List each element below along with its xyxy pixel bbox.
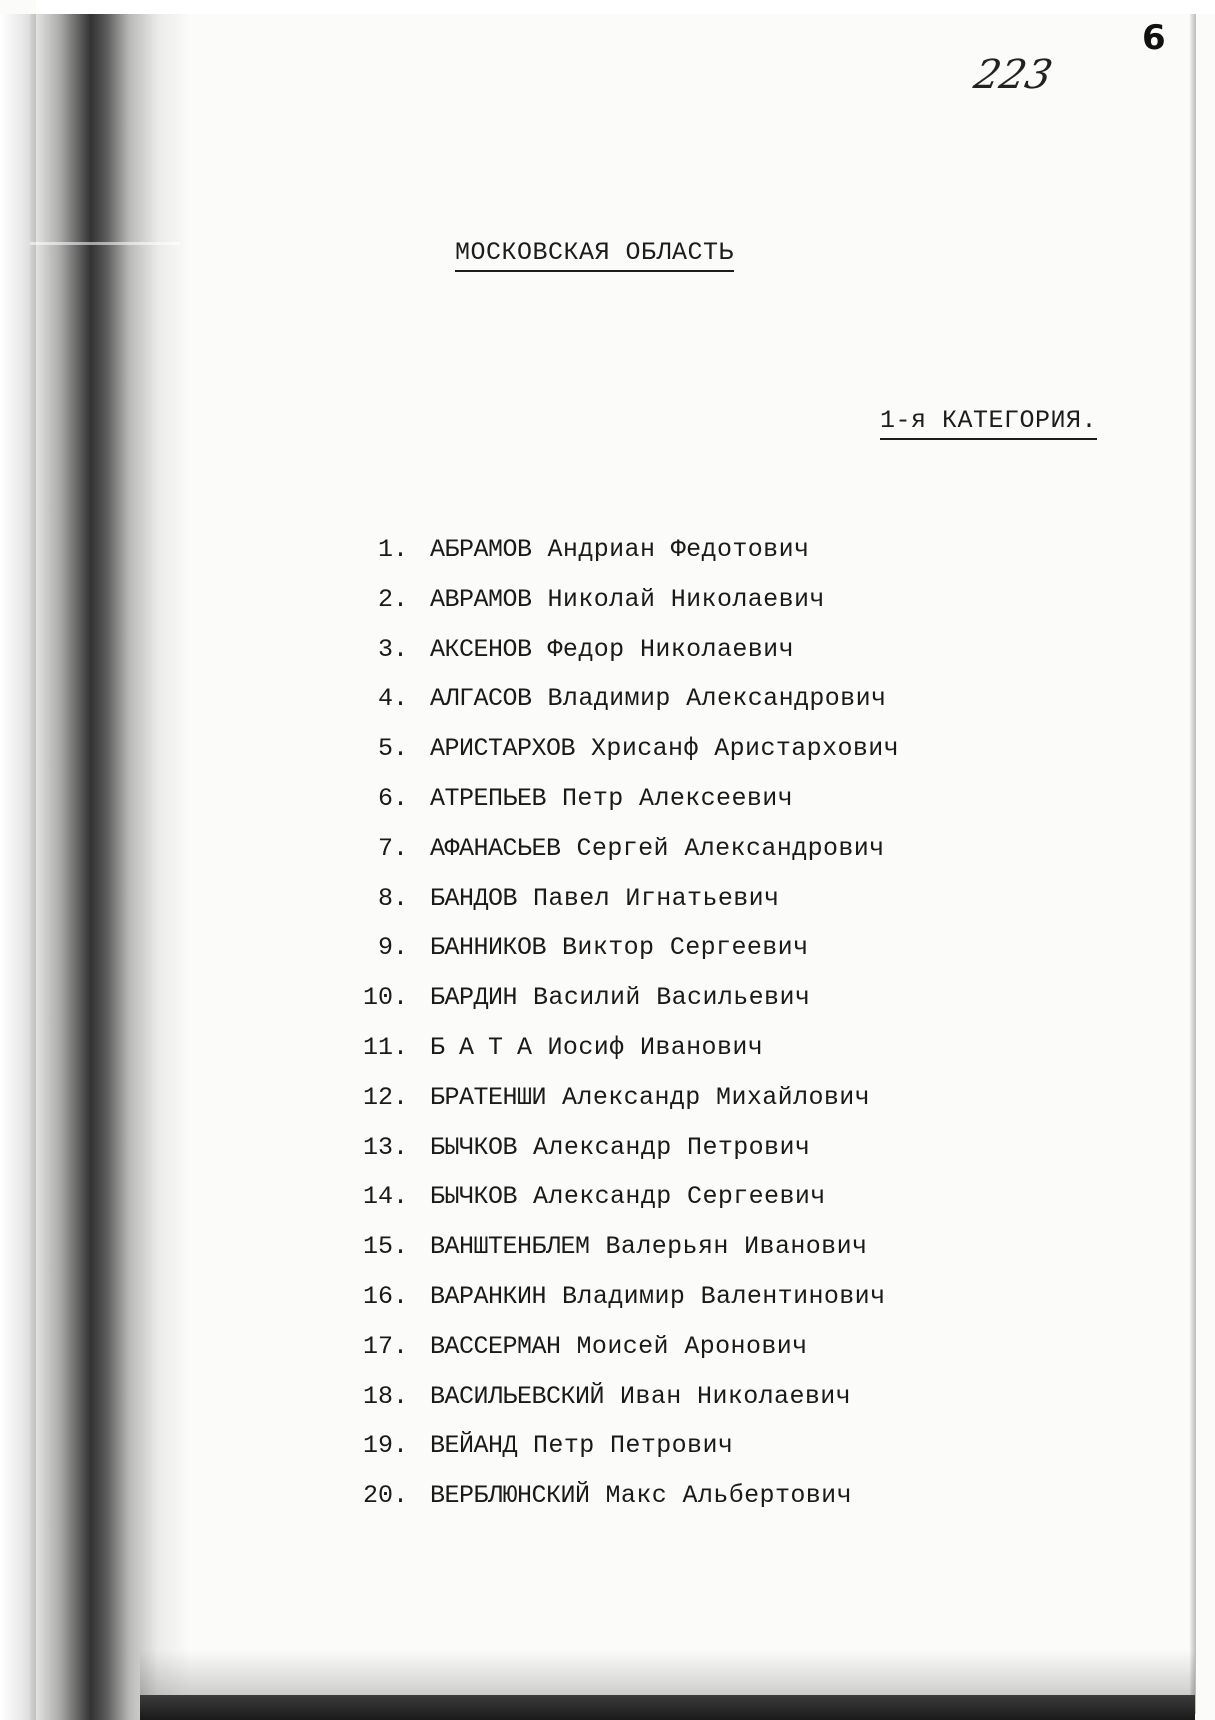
entry-number: 19. — [362, 1431, 408, 1461]
entry-given-names: Федор Николаевич — [547, 634, 794, 664]
entry-number: 18. — [362, 1381, 408, 1411]
list-item — [340, 834, 1100, 884]
entry-surname: АКСЕНОВ — [430, 634, 532, 664]
entry-given-names: Александр Петрович — [533, 1132, 811, 1162]
entry-number: 5. — [377, 734, 408, 764]
entry-number: 11. — [362, 1032, 408, 1062]
list-item — [340, 1083, 1100, 1133]
entry-number: 8. — [377, 883, 408, 913]
category-title: 1-я КАТЕГОРИЯ. — [880, 406, 1097, 440]
entry-given-names: Моисей Аронович — [576, 1331, 808, 1361]
list-item — [340, 983, 1100, 1033]
list-item — [340, 1332, 1100, 1382]
entry-given-names: Василий Васильевич — [533, 983, 811, 1013]
list-item — [340, 1232, 1100, 1282]
entry-number: 10. — [362, 983, 408, 1013]
entry-surname: ВАРАНКИН — [430, 1281, 547, 1311]
binding-shadow — [30, 14, 190, 1720]
entry-given-names: Владимир Валентинович — [562, 1281, 886, 1311]
bottom-shadow — [140, 1650, 1195, 1695]
entry-surname: АТРЕПЬЕВ — [430, 783, 547, 813]
entry-number: 20. — [362, 1481, 408, 1511]
list-item — [340, 1481, 1100, 1531]
entry-surname: БАННИКОВ — [430, 933, 547, 963]
entry-surname: АБРАМОВ — [430, 535, 532, 564]
entry-surname: Б А Т А — [430, 1032, 532, 1062]
entry-given-names: Иосиф Иванович — [547, 1032, 764, 1062]
folio-stamp: 6 — [1142, 18, 1166, 58]
scan-bottom-bar — [140, 1695, 1195, 1720]
entry-given-names: Валерьян Иванович — [605, 1232, 868, 1262]
entry-number: 13. — [362, 1132, 408, 1162]
entry-given-names: Петр Петрович — [533, 1431, 734, 1461]
list-item — [340, 784, 1100, 834]
entry-given-names: Николай Николаевич — [547, 584, 825, 614]
entry-number: 7. — [377, 833, 408, 863]
entry-surname: ВЕЙАНД — [430, 1431, 518, 1461]
entry-number: 3. — [377, 634, 408, 664]
entry-surname: ВАНШТЕНБЛЕМ — [430, 1232, 590, 1262]
entry-given-names: Александр Михайлович — [562, 1082, 871, 1112]
entry-number: 4. — [377, 684, 408, 714]
entry-surname: БРАТЕНШИ — [430, 1082, 547, 1112]
entry-given-names: Макс Альбертович — [605, 1481, 852, 1511]
page-right-edge — [1190, 14, 1196, 1714]
entry-given-names: Петр Алексеевич — [562, 783, 794, 813]
entry-surname: ВАССЕРМАН — [430, 1331, 561, 1361]
list-item — [340, 884, 1100, 934]
list-item — [340, 933, 1100, 983]
entry-given-names: Виктор Сергеевич — [562, 933, 809, 963]
names-list — [340, 535, 1100, 1531]
entry-surname: БАРДИН — [430, 983, 518, 1013]
entry-number: 1. — [377, 535, 408, 564]
entry-given-names: Иван Николаевич — [620, 1381, 852, 1411]
entry-surname: АВРАМОВ — [430, 584, 532, 614]
entry-surname: ВАСИЛЬЕВСКИЙ — [430, 1381, 605, 1411]
list-item — [340, 1182, 1100, 1232]
entry-number: 9. — [377, 933, 408, 963]
list-item — [340, 1133, 1100, 1183]
list-item — [340, 1282, 1100, 1332]
entry-surname: АРИСТАРХОВ — [430, 734, 576, 764]
entry-surname: АЛГАСОВ — [430, 684, 532, 714]
list-item — [340, 585, 1100, 635]
list-item — [340, 1033, 1100, 1083]
entry-given-names: Владимир Александрович — [547, 684, 887, 714]
entry-surname: АФАНАСЬЕВ — [430, 833, 561, 863]
entry-number: 12. — [362, 1082, 408, 1112]
list-item — [340, 734, 1100, 784]
entry-given-names: Павел Игнатьевич — [533, 883, 780, 913]
entry-surname: БЫЧКОВ — [430, 1132, 518, 1162]
entry-number: 17. — [362, 1331, 408, 1361]
entry-number: 6. — [377, 783, 408, 813]
entry-given-names: Сергей Александрович — [576, 833, 885, 863]
entry-surname: БАНДОВ — [430, 883, 518, 913]
list-item — [340, 1382, 1100, 1432]
list-item — [340, 684, 1100, 734]
entry-number: 2. — [377, 584, 408, 614]
entry-number: 14. — [362, 1182, 408, 1212]
binding-line — [30, 242, 180, 245]
entry-given-names: Хрисанф Аристархович — [591, 734, 900, 764]
entry-surname: ВЕРБЛЮНСКИЙ — [430, 1481, 590, 1511]
list-item — [340, 635, 1100, 685]
entry-number: 15. — [362, 1232, 408, 1262]
folio-handwritten: 223 — [970, 52, 1057, 98]
entry-number: 16. — [362, 1281, 408, 1311]
entry-surname: БЫЧКОВ — [430, 1182, 518, 1212]
entry-given-names: Александр Сергеевич — [533, 1182, 826, 1212]
list-item — [340, 1431, 1100, 1481]
scan-top-margin — [36, 0, 1215, 14]
list-item — [340, 535, 1100, 585]
entry-given-names: Андриан Федотович — [547, 535, 810, 564]
region-title: МОСКОВСКАЯ ОБЛАСТЬ — [455, 238, 734, 272]
